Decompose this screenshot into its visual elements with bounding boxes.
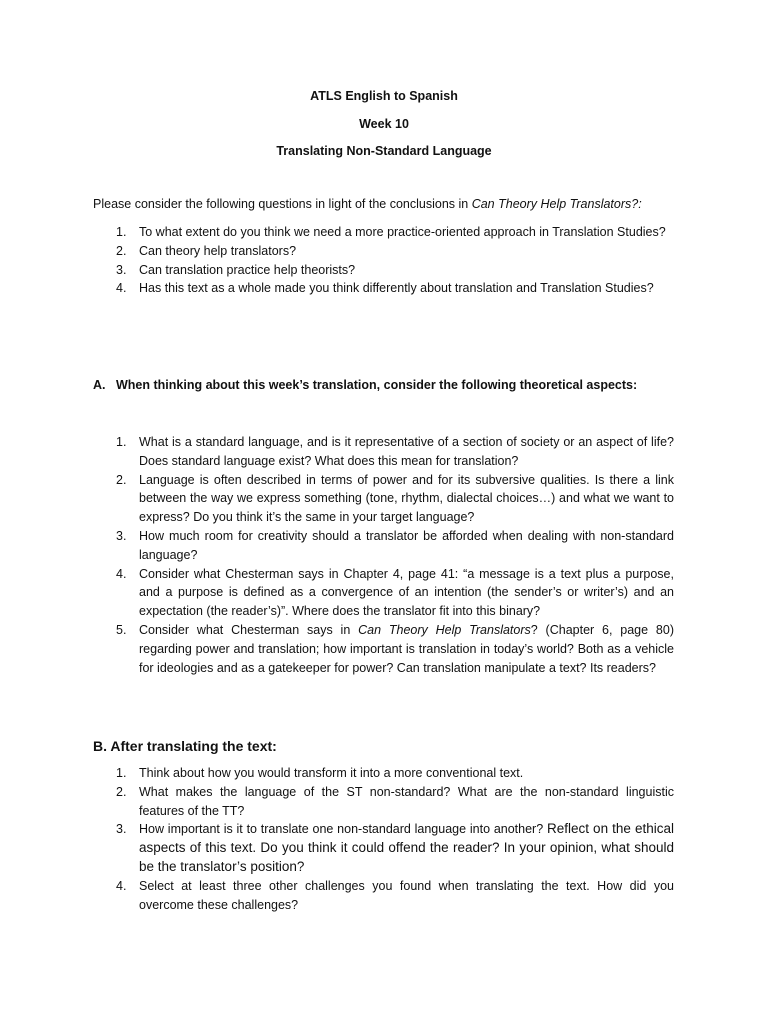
list-item (93, 621, 674, 677)
item-number: 1. (116, 225, 127, 239)
item-text: Language is often described in terms of power and for its subversive qualities. Is there a link between the way we express something (tone, rhythm, dialectal choices…) and what we want to express? Do you think it’s the same in your target language? (139, 472, 674, 525)
week-title: Week 10 (359, 117, 409, 131)
item-number: 2. (116, 784, 127, 799)
item-number: 4. (116, 878, 127, 893)
item-text: Think about how you would transform it into a more conventional text. (139, 766, 524, 780)
item-text: How much room for creativity should a translator be afforded when dealing with non-standard language? (139, 528, 674, 562)
list-item (93, 764, 674, 783)
list-item (93, 242, 674, 261)
list-item (93, 820, 674, 876)
intro-paragraph (93, 196, 693, 212)
intro-book-title: Can Theory Help Translators?: (471, 197, 642, 211)
list-item (93, 279, 674, 298)
item-text-start: Consider what Chesterman says in (139, 622, 359, 637)
section-a-list (93, 433, 674, 677)
intro-question-list (93, 223, 674, 298)
item-text-start: How important is it to translate one non-standard language into another? (139, 822, 547, 837)
item-text: Consider what Chesterman says in Chapter 4, page 41: “a message is a text plus a purpose, and a purpose is defined as a convergence of an intention (the sender’s or writer’s) and an expectation (the reader’s)”. Where does the translator fit into this binary? (139, 566, 674, 619)
item-number: 4. (116, 566, 127, 581)
section-a-heading-text: When thinking about this week’s translation, consider the following theoretical aspects: (116, 378, 638, 392)
item-number: 3. (116, 528, 127, 543)
item-text: Can theory help translators? (139, 243, 297, 258)
item-text: Select at least three other challenges you found when translating the text. How did you overcome these challenges? (139, 878, 674, 912)
topic-title: Translating Non-Standard Language (276, 144, 492, 158)
list-item (93, 261, 674, 280)
item-text: Has this text as a whole made you think differently about translation and Translation Studies? (139, 281, 654, 296)
item-number: 4. (116, 281, 127, 296)
item-text-end: Reflect on the ethical aspects of this text. Do you think it could offend the reader? In your opinion, what should be the translator’s position? (139, 821, 675, 874)
item-text: What makes the language of the ST non-standard? What are the non-standard linguistic features of the TT? (139, 784, 674, 818)
course-title: ATLS English to Spanish (310, 89, 458, 103)
section-b-heading: B. After translating the text: (93, 738, 277, 754)
section-a-letter: A. (93, 378, 106, 392)
intro-text: Please consider the following questions in light of the conclusions in (93, 197, 472, 211)
item-number: 2. (116, 472, 127, 487)
list-item (93, 527, 674, 565)
item-text: To what extent do you think we need a more practice-oriented approach in Translation Studies? (139, 225, 666, 239)
item-number: 3. (116, 262, 127, 277)
section-a-heading (93, 377, 637, 393)
item-number: 1. (116, 435, 127, 449)
list-item (93, 471, 674, 527)
item-number: 2. (116, 243, 127, 258)
list-item (93, 877, 674, 915)
item-number: 5. (116, 622, 127, 637)
list-item (93, 783, 674, 821)
book-title: Can Theory Help Translators (358, 622, 531, 637)
list-item (93, 433, 674, 471)
item-text-end: ? (Chapter 6, page 80) regarding power and translation; how important is translation in today’s world? Both as a vehicle for ideologies and as a gatekeeper for power? Can translation manipulate a text? Its readers? (139, 622, 674, 675)
item-text: Can translation practice help theorists? (139, 262, 356, 277)
list-item (93, 565, 674, 621)
item-number: 1. (116, 766, 127, 780)
list-item (93, 223, 674, 242)
item-number: 3. (116, 822, 127, 837)
item-text: What is a standard language, and is it representative of a section of society or an aspect of life? Does standard language exist? What does this mean for translation? (139, 435, 674, 468)
section-b-list (93, 764, 674, 914)
